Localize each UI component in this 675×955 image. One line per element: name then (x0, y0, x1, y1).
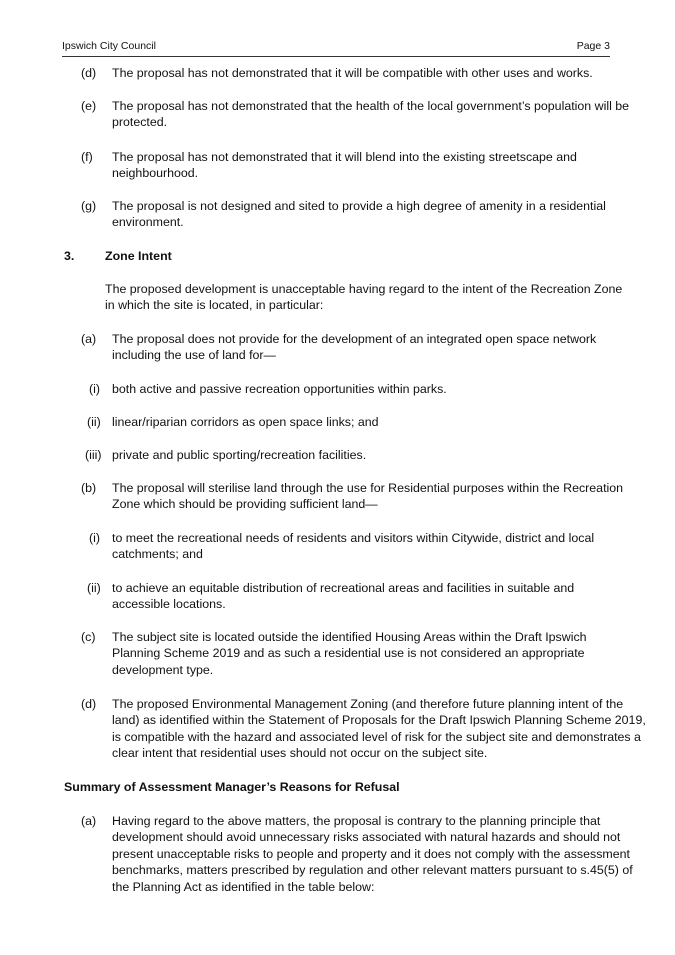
zone-text-d: The proposed Environmental Management Zoning (and therefore future planning intent of the land) as identified within the Statement of Proposals for the Draft Ipswich Planning Scheme 2019, is compatible with the hazard and associated level of risk for the subject site and demonstrates a clear intent that residential uses should not occur on the subject site. (112, 697, 646, 761)
zone-label-b-i: (i) (89, 531, 101, 545)
zone-label-a: (a) (81, 332, 97, 346)
item-label-d: (d) (81, 66, 97, 80)
zone-text-a-ii: linear/riparian corridors as open space links; and (112, 415, 379, 429)
header-page-number: Page 3 (576, 40, 610, 52)
zone-label-b: (b) (81, 481, 97, 495)
header-rule (62, 56, 610, 57)
zone-label-b-ii: (ii) (87, 581, 101, 595)
section-title: Zone Intent (105, 249, 172, 263)
header-organisation: Ipswich City Council (62, 40, 156, 52)
zone-label-a-i: (i) (89, 382, 101, 396)
zone-text-a-i: both active and passive recreation opportunities within parks. (112, 382, 447, 396)
item-text-g: The proposal is not designed and sited to provide a high degree of amenity in a residential environment. (112, 199, 606, 230)
zone-text-a-iii: private and public sporting/recreation facilities. (112, 448, 367, 462)
summary-heading: Summary of Assessment Manager’s Reasons for Refusal (64, 780, 400, 794)
zone-text-b: The proposal will sterilise land through the use for Residential purposes within the Recreation Zone which should be providing sufficient land— (112, 481, 624, 512)
zone-text-b-i: to meet the recreational needs of residents and visitors within Citywide, district and local catchments; and (112, 531, 595, 562)
zone-label-c: (c) (81, 630, 96, 644)
summary-label-a: (a) (81, 814, 97, 828)
page-header (62, 40, 610, 52)
zone-label-d: (d) (81, 697, 97, 711)
zone-text-b-ii: to achieve an equitable distribution of recreational areas and facilities in suitable and accessible locations. (112, 581, 575, 612)
zone-text-c: The subject site is located outside the identified Housing Areas within the Draft Ipswich Planning Scheme 2019 and as such a residential use is not considered an appropriate development type. (112, 630, 587, 677)
item-label-f: (f) (81, 150, 93, 164)
zone-text-a: The proposal does not provide for the development of an integrated open space network including the use of land for— (112, 332, 597, 363)
item-text-f: The proposal has not demonstrated that it will blend into the existing streetscape and neighbourhood. (112, 150, 577, 181)
item-label-g: (g) (81, 199, 97, 213)
item-text-e: The proposal has not demonstrated that the health of the local government’s population will be protected. (112, 99, 630, 130)
section-number: 3. (64, 249, 75, 263)
section-intro: The proposed development is unacceptable having regard to the intent of the Recreation Zone in which the site is located, in particular: (105, 282, 623, 313)
zone-label-a-iii: (iii) (85, 448, 102, 462)
item-label-e: (e) (81, 99, 97, 113)
summary-text-a: Having regard to the above matters, the proposal is contrary to the planning principle that development should avoid unnecessary risks associated with natural hazards and should not present unacceptable risks to people and property and it does not comply with the assessment benchmarks, matters prescribed by regulation and other relevant matters pursuant to s.45(5) of the Planning Act as identified in the table below: (112, 814, 633, 894)
zone-label-a-ii: (ii) (87, 415, 101, 429)
item-text-d: The proposal has not demonstrated that it will be compatible with other uses and works. (112, 66, 593, 80)
